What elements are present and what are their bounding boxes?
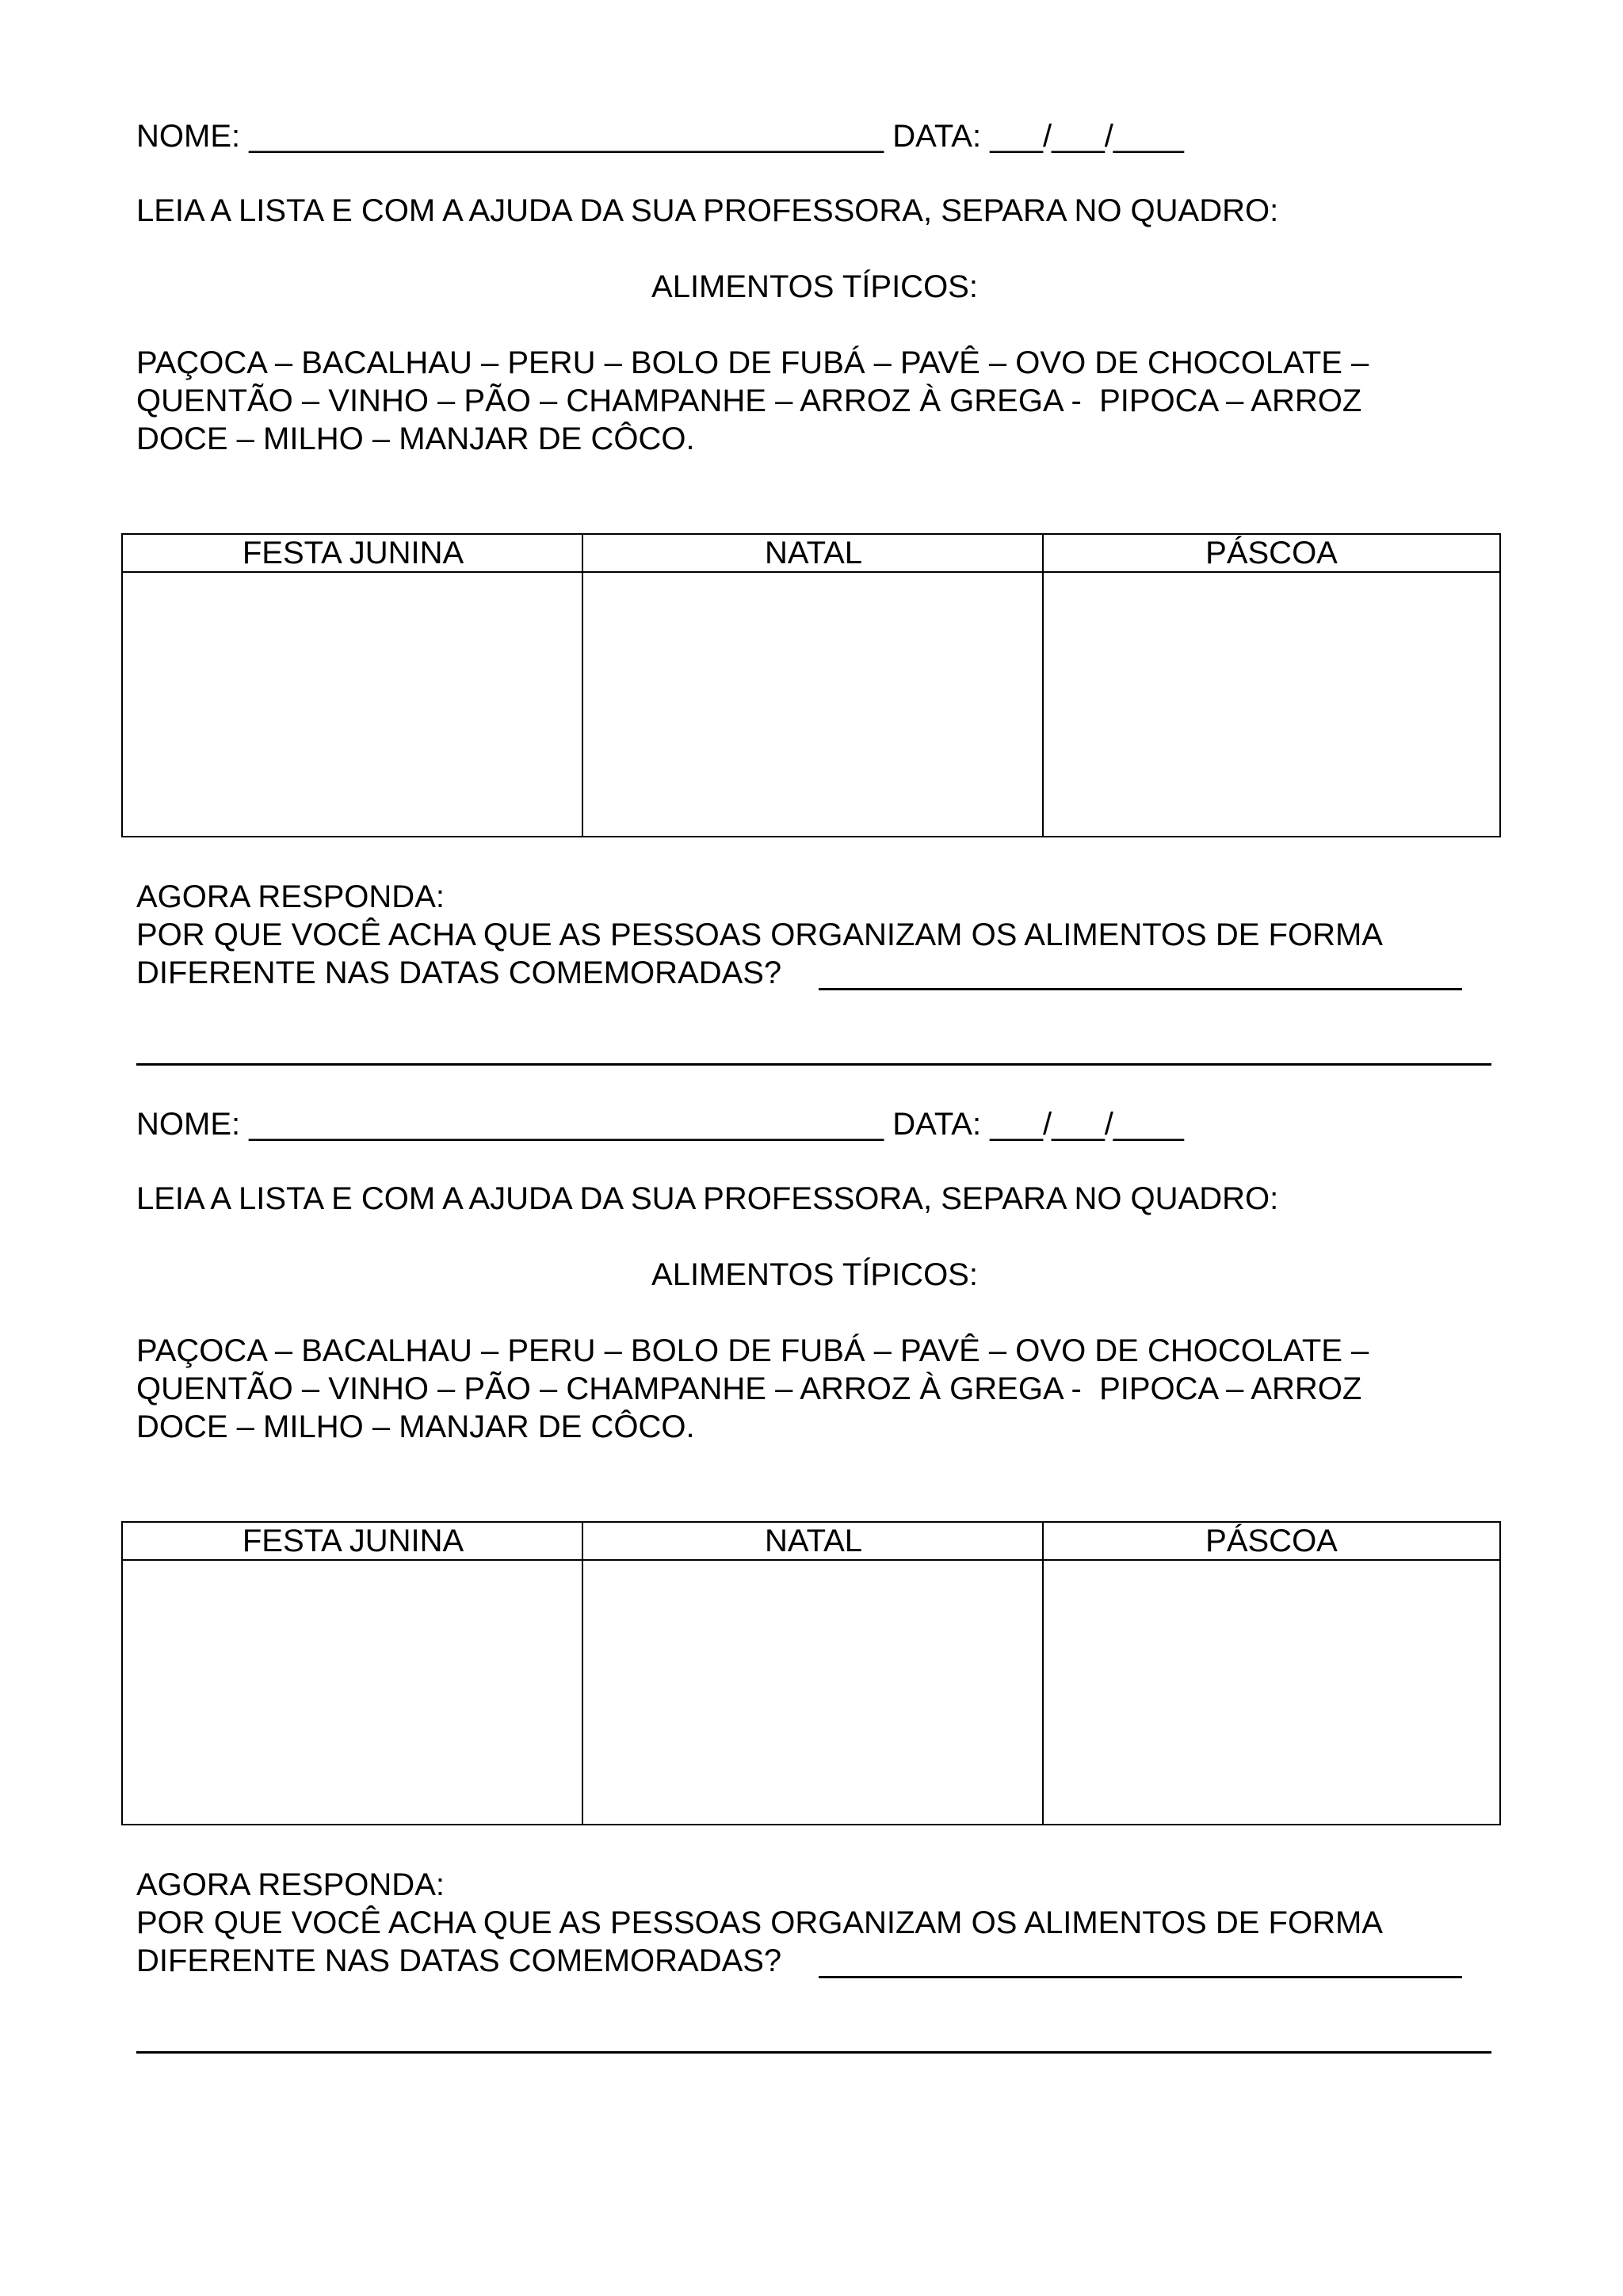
name-blank[interactable]: ____________________________________	[249, 119, 884, 154]
food-list-line: PAÇOCA – BACALHAU – PERU – BOLO DE FUBÁ – PAVÊ – OVO DE CHOCOLATE –	[136, 345, 1369, 380]
name-label: NOME:	[136, 1107, 241, 1142]
answer-blank-inline[interactable]	[819, 1976, 1462, 1978]
section-subtitle: ALIMENTOS TÍPICOS:	[651, 1257, 978, 1292]
cell-natal[interactable]	[585, 1561, 1042, 1824]
question-line: DIFERENTE NAS DATAS COMEMORADAS?	[136, 1943, 782, 1978]
date-blank[interactable]: ___/___/____	[990, 1107, 1184, 1142]
header-natal: NATAL	[765, 1524, 862, 1558]
food-sorting-table	[121, 533, 1501, 837]
answer-blank-full[interactable]	[136, 1063, 1491, 1066]
food-sorting-table	[121, 1521, 1501, 1825]
food-list-line: QUENTÃO – VINHO – PÃO – CHAMPANHE – ARROZ À GREGA - PIPOCA – ARROZ	[136, 1371, 1362, 1406]
answer-blank-inline[interactable]	[819, 988, 1462, 990]
cell-pascoa[interactable]	[1045, 1561, 1499, 1824]
question-line: POR QUE VOCÊ ACHA QUE AS PESSOAS ORGANIZAM OS ALIMENTOS DE FORMA	[136, 1905, 1383, 1940]
name-date-row	[136, 117, 1184, 155]
header-festa-junina: FESTA JUNINA	[242, 536, 464, 570]
food-list	[136, 344, 1369, 458]
food-list-line: PAÇOCA – BACALHAU – PERU – BOLO DE FUBÁ – PAVÊ – OVO DE CHOCOLATE –	[136, 1333, 1369, 1368]
name-date-row	[136, 1105, 1184, 1143]
cell-festa-junina[interactable]	[123, 1561, 582, 1824]
answer-title: AGORA RESPONDA:	[136, 1867, 445, 1902]
name-blank[interactable]: ____________________________________	[249, 1107, 884, 1142]
answer-blank-full[interactable]	[136, 2051, 1491, 2054]
answer-section	[136, 878, 1383, 992]
header-pascoa: PÁSCOA	[1205, 536, 1338, 570]
food-list	[136, 1332, 1369, 1446]
cell-pascoa[interactable]	[1045, 573, 1499, 836]
food-list-line: DOCE – MILHO – MANJAR DE CÔCO.	[136, 421, 695, 456]
answer-title: AGORA RESPONDA:	[136, 879, 445, 914]
name-label: NOME:	[136, 119, 241, 154]
food-list-line: QUENTÃO – VINHO – PÃO – CHAMPANHE – ARROZ À GREGA - PIPOCA – ARROZ	[136, 383, 1362, 418]
cell-festa-junina[interactable]	[123, 573, 582, 836]
section-subtitle: ALIMENTOS TÍPICOS:	[651, 269, 978, 304]
date-label: DATA:	[892, 1107, 982, 1142]
answer-section	[136, 1866, 1383, 1980]
instruction-text: LEIA A LISTA E COM A AJUDA DA SUA PROFESSORA, SEPARA NO QUADRO:	[136, 1181, 1279, 1216]
question-line: POR QUE VOCÊ ACHA QUE AS PESSOAS ORGANIZAM OS ALIMENTOS DE FORMA	[136, 917, 1383, 952]
header-pascoa: PÁSCOA	[1205, 1524, 1338, 1558]
header-festa-junina: FESTA JUNINA	[242, 1524, 464, 1558]
question-line: DIFERENTE NAS DATAS COMEMORADAS?	[136, 955, 782, 990]
food-list-line: DOCE – MILHO – MANJAR DE CÔCO.	[136, 1409, 695, 1444]
date-blank[interactable]: ___/___/____	[990, 119, 1184, 154]
instruction-text: LEIA A LISTA E COM A AJUDA DA SUA PROFESSORA, SEPARA NO QUADRO:	[136, 193, 1279, 228]
header-natal: NATAL	[765, 536, 862, 570]
date-label: DATA:	[892, 119, 982, 154]
cell-natal[interactable]	[585, 573, 1042, 836]
